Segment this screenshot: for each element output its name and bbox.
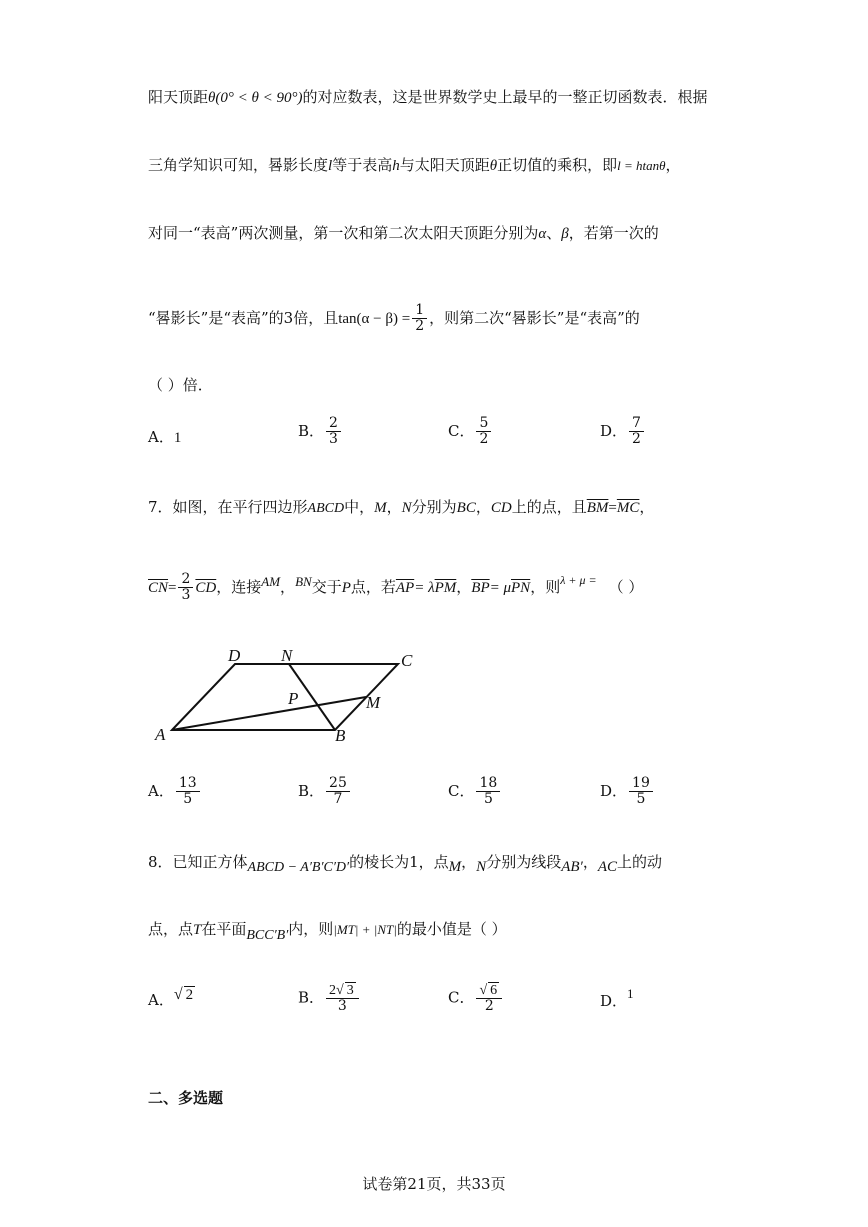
option-label: B．	[298, 988, 325, 1007]
q7-vector-pm: $\overline{PM}$	[434, 579, 457, 596]
q7-text: 分别为	[411, 498, 457, 516]
q7-abcd: ABCD	[307, 501, 345, 516]
q6-option-d[interactable]	[600, 416, 646, 448]
option-value: 1	[627, 986, 634, 1001]
q7-fraction	[178, 572, 193, 604]
option-value: 2	[185, 987, 194, 1003]
frac-num: 7	[632, 415, 641, 431]
label-d: D	[228, 646, 241, 665]
sqrt-sign-icon: √	[173, 986, 183, 1003]
option-label: B．	[298, 421, 325, 440]
option-value: 1	[173, 430, 182, 446]
q7-text: ，	[639, 498, 655, 516]
option-label: C．	[448, 421, 475, 440]
q6-theta-range: θ(0° < θ < 90°)	[208, 90, 303, 106]
frac-den: 5	[629, 791, 653, 807]
option-label: B．	[298, 781, 325, 800]
q7-text: 点，若	[350, 577, 396, 596]
frac-den: 5	[176, 791, 200, 807]
q6-text: 等于表高	[332, 156, 393, 174]
option-label: D．	[600, 421, 628, 440]
q7-vector-cn: $\overline{CN}$	[148, 579, 169, 596]
q8-line-1	[148, 851, 662, 876]
q6-line-2	[148, 154, 681, 175]
parallelogram-figure	[150, 642, 430, 747]
frac-num: 5	[479, 415, 489, 431]
option-label: D．	[600, 992, 628, 1010]
page-footer: 试卷第21页，共33页	[362, 1175, 506, 1193]
q6-var-theta: θ	[489, 158, 498, 174]
label-b: B	[335, 726, 346, 745]
q8-line-2	[148, 918, 507, 944]
q8-option-c[interactable]	[448, 982, 504, 1015]
q6-text: ，则第二次“晷影长”是“表高”的	[429, 308, 640, 327]
q7-option-c[interactable]	[448, 776, 502, 808]
option-fraction	[476, 416, 491, 448]
q6-tan-expr: tan(α − β) =	[338, 310, 411, 327]
frac-num: 13	[178, 775, 197, 791]
q6-text: 的对应数表，这是世界数学史上最早的一整正切函数表．根据	[302, 88, 708, 106]
q7-vector-bp: $\overline{BP}$	[471, 579, 490, 596]
option-label: A．	[148, 781, 174, 800]
frac-den: 2	[629, 431, 644, 447]
q8-var-t: T	[193, 922, 202, 938]
q7-text: ，	[386, 498, 402, 516]
frac-num	[476, 982, 502, 998]
q7-option-b[interactable]	[298, 776, 352, 808]
q6-frac-num: 1	[415, 302, 425, 318]
q6-line-4	[148, 303, 640, 335]
q6-var-alpha: α	[538, 226, 547, 242]
q7-text: ，则	[530, 577, 561, 596]
label-m: M	[366, 693, 381, 712]
option-fraction	[176, 776, 200, 808]
q8-text: 的最小值是（ ）	[396, 920, 507, 938]
section-heading-multi-choice: 二、多选题	[148, 1089, 224, 1107]
q7-var-p: P	[341, 579, 351, 596]
frac-num: 2	[329, 415, 338, 431]
q7-text: 上的点，且	[511, 498, 587, 516]
option-label: C．	[448, 781, 475, 800]
q7-lambda: = λ	[414, 579, 435, 596]
q6-text: 三角学知识可知，晷影长度	[148, 156, 329, 174]
q7-text: ，	[475, 498, 491, 516]
frac-den: 3	[326, 998, 359, 1014]
option-fraction	[326, 982, 359, 1015]
q8-text: 点，点	[148, 920, 194, 938]
q8-text: 8．已知正方体	[148, 853, 248, 871]
q7-var-n: N	[401, 500, 412, 516]
q8-ab-prime: AB′	[561, 859, 583, 875]
label-n: N	[281, 646, 293, 665]
q6-fraction	[412, 303, 427, 335]
radicand: 3	[346, 983, 354, 998]
q6-line-5	[148, 374, 213, 395]
option-fraction	[476, 776, 500, 808]
q8-var-n: N	[476, 859, 487, 875]
frac-num: 25	[329, 775, 347, 791]
q6-option-c[interactable]	[448, 416, 493, 448]
q6-text: ，	[665, 156, 681, 174]
q8-text: ，	[461, 853, 477, 871]
q7-line-2	[148, 572, 643, 604]
q8-text: 的棱长为1，点	[349, 853, 449, 871]
q7-text: 交于	[311, 577, 342, 596]
q8-plane: BCC′B′	[246, 928, 289, 943]
q7-text: ，	[280, 577, 296, 596]
q7-sum: λ + μ =	[560, 572, 597, 587]
sqrt-sign-icon: √	[479, 983, 488, 998]
q8-option-b[interactable]	[298, 982, 361, 1015]
q6-option-a[interactable]	[148, 426, 181, 447]
option-label: A．	[148, 991, 174, 1009]
radicand: 6	[490, 983, 498, 998]
q6-var-h: h	[392, 158, 400, 174]
frac-num	[326, 982, 359, 998]
q7-bn: BN	[295, 573, 312, 589]
q7-text: （ ）	[608, 577, 644, 596]
option-fraction	[629, 416, 644, 448]
q8-var-m: M	[448, 859, 462, 875]
q7-eq: =	[168, 579, 177, 596]
q7-eq: =	[608, 500, 617, 516]
q7-mu: = μ	[489, 579, 512, 596]
q8-text: 在平面	[201, 920, 247, 938]
q7-text: 中，	[344, 498, 375, 516]
q6-option-b[interactable]	[298, 416, 343, 448]
sqrt-sign-icon: √	[336, 983, 344, 998]
q7-line-1	[148, 496, 654, 517]
q8-text: 分别为线段	[486, 853, 562, 871]
q6-text: “晷影长”是“表高”的3倍，且	[148, 308, 339, 327]
frac-num: 19	[632, 775, 650, 791]
q6-text: 正切值的乘积，即	[497, 156, 618, 174]
frac-den: 2	[476, 998, 502, 1014]
option-fraction	[326, 776, 350, 808]
option-label: C．	[448, 988, 475, 1007]
q7-vector-cd: $\overline{CD}$	[195, 579, 217, 596]
q8-option-a[interactable]	[148, 986, 195, 1010]
q8-text: ，	[582, 853, 598, 871]
q7-var-m: M	[374, 500, 387, 516]
frac-num: 18	[479, 775, 498, 791]
q6-text: 、	[546, 224, 562, 242]
q6-text: ，若第一次的	[568, 224, 659, 242]
q7-text: ，连接	[216, 577, 262, 596]
option-fraction	[629, 776, 653, 808]
frac-den: 3	[326, 431, 341, 447]
frac-den: 2	[476, 431, 491, 447]
q7-text: 7．如图，在平行四边形	[148, 498, 308, 516]
q6-text: 阳天顶距	[148, 88, 209, 106]
q8-option-d[interactable]	[600, 986, 634, 1011]
q8-sum-abs: |MT| + |NT|	[333, 922, 397, 937]
q7-bc: BC	[456, 500, 476, 516]
q7-option-a[interactable]	[148, 776, 202, 808]
q6-var-l: l	[328, 158, 333, 174]
label-a: A	[155, 725, 166, 744]
option-label: D．	[600, 781, 628, 800]
label-c: C	[401, 651, 413, 670]
q8-text: 上的动	[617, 853, 663, 871]
q7-vector-mc: $\overline{MC}$	[616, 500, 640, 516]
q8-text: 内，则	[288, 920, 334, 938]
label-p: P	[288, 689, 299, 708]
option-fraction	[326, 416, 341, 448]
q6-frac-den: 2	[412, 318, 427, 334]
q7-am: AM	[261, 573, 281, 589]
frac-den: 3	[178, 587, 193, 603]
q6-text: （ ）倍．	[148, 376, 213, 394]
q7-cd: CD	[490, 500, 512, 516]
q6-text: 与太阳天顶距	[399, 156, 490, 174]
q7-vector-bm: $\overline{BM}$	[586, 500, 609, 516]
coef: 2	[329, 983, 337, 998]
frac-num: 2	[181, 571, 191, 587]
q6-line-3	[148, 222, 659, 243]
q7-vector-pn: $\overline{PN}$	[511, 579, 531, 596]
q6-text: 对同一“表高”两次测量，第一次和第二次太阳天顶距分别为	[148, 224, 539, 242]
q7-option-d[interactable]	[600, 776, 655, 808]
q6-line-1	[148, 86, 708, 107]
q6-var-beta: β	[561, 226, 569, 242]
frac-den: 7	[326, 791, 350, 807]
option-label: A．	[148, 428, 174, 446]
frac-den: 5	[476, 791, 500, 807]
q8-ac: AC	[597, 859, 617, 875]
q7-text: ，	[456, 577, 472, 596]
q7-vector-ap: $\overline{AP}$	[395, 579, 415, 596]
q8-cube: ABCD − A′B′C′D′	[247, 860, 350, 875]
option-fraction	[476, 982, 502, 1015]
q6-formula: l = htanθ	[617, 158, 666, 173]
